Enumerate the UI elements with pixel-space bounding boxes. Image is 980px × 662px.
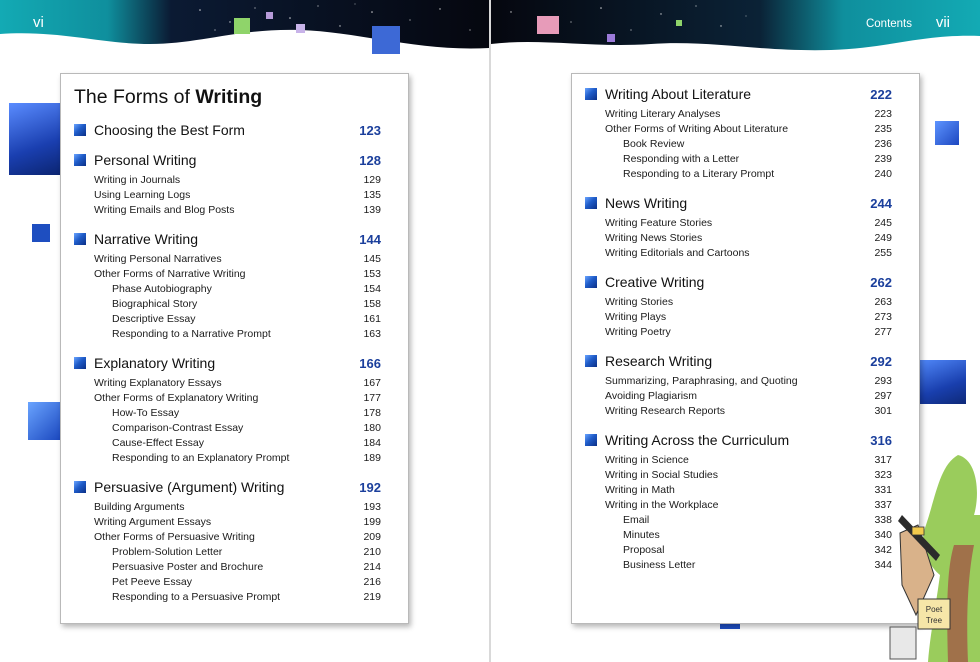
toc-entry-label: Writing in Science xyxy=(605,454,689,466)
toc-entry-label: Business Letter xyxy=(623,559,696,571)
toc-entry-page: 317 xyxy=(874,454,892,466)
toc-entry-label: Other Forms of Writing About Literature xyxy=(605,123,789,135)
toc-entry-label: Writing Poetry xyxy=(605,326,671,338)
toc-entry-label: Writing Stories xyxy=(605,296,674,308)
section-title: Personal Writing xyxy=(94,152,197,168)
section-page-number: 128 xyxy=(359,152,381,168)
section-page-number: 316 xyxy=(870,432,892,448)
section-heading[interactable] xyxy=(74,354,381,372)
poet-tree-sign-line2: Tree xyxy=(925,616,943,625)
toc-entry[interactable] xyxy=(585,558,892,573)
blue-square-bullet-icon xyxy=(74,481,86,493)
toc-entry-page: 139 xyxy=(363,204,381,216)
blue-square-bullet-icon xyxy=(74,233,86,245)
section-title: Writing About Literature xyxy=(605,86,752,102)
toc-entry[interactable] xyxy=(74,376,381,391)
poet-tree-illustration xyxy=(888,455,980,662)
toc-section xyxy=(74,478,381,605)
toc-entry-label: Writing Argument Essays xyxy=(94,516,212,528)
toc-entry[interactable] xyxy=(585,404,892,419)
toc-entry-page: 263 xyxy=(874,296,892,308)
toc-entry-label: Phase Autobiography xyxy=(112,283,212,295)
toc-entry-label: Minutes xyxy=(623,529,660,541)
toc-entry-page: 177 xyxy=(363,392,381,404)
toc-entry[interactable] xyxy=(585,246,892,261)
toc-entry-page: 163 xyxy=(363,328,381,340)
toc-entry-page: 129 xyxy=(363,174,381,186)
toc-entry-page: 158 xyxy=(363,298,381,310)
toc-entry-page: 189 xyxy=(363,452,381,464)
toc-entry-page: 236 xyxy=(874,138,892,150)
toc-entry-page: 344 xyxy=(874,559,892,571)
toc-section xyxy=(74,151,381,218)
toc-entry-page: 277 xyxy=(874,326,892,338)
toc-entry[interactable] xyxy=(74,406,381,421)
toc-section xyxy=(585,431,892,573)
toc-entry[interactable] xyxy=(585,107,892,122)
toc-entry-label: Writing Feature Stories xyxy=(605,217,713,229)
toc-entry[interactable] xyxy=(585,513,892,528)
running-head-contents: Contents xyxy=(865,18,912,30)
toc-entry[interactable] xyxy=(585,152,892,167)
toc-entry-label: Cause-Effect Essay xyxy=(112,437,205,449)
section-page-number: 244 xyxy=(870,195,892,211)
section-page-number: 192 xyxy=(359,479,381,495)
toc-entry-label: Writing in Social Studies xyxy=(605,469,719,481)
toc-entry[interactable] xyxy=(74,297,381,312)
toc-entry[interactable] xyxy=(74,451,381,466)
toc-entry-page: 154 xyxy=(363,283,381,295)
toc-entry-list xyxy=(585,216,892,261)
section-title: Research Writing xyxy=(605,353,713,369)
left-contents-card xyxy=(60,73,409,624)
toc-entry-label: Using Learning Logs xyxy=(94,189,191,201)
section-title: Explanatory Writing xyxy=(94,355,216,371)
toc-entry-label: Responding with a Letter xyxy=(623,153,740,165)
toc-entry[interactable] xyxy=(585,453,892,468)
toc-entry[interactable] xyxy=(585,543,892,558)
toc-entry-page: 245 xyxy=(874,217,892,229)
toc-section xyxy=(585,85,892,182)
toc-entry-page: 255 xyxy=(874,247,892,259)
section-page-number: 144 xyxy=(359,231,381,247)
blue-square-bullet-icon xyxy=(74,124,86,136)
toc-entry-page: 223 xyxy=(874,108,892,120)
toc-entry[interactable] xyxy=(74,421,381,436)
toc-entry-page: 337 xyxy=(874,499,892,511)
toc-entry[interactable] xyxy=(74,267,381,282)
toc-entry[interactable] xyxy=(585,498,892,513)
toc-entry-list xyxy=(74,173,381,218)
toc-entry-page: 135 xyxy=(363,189,381,201)
toc-entry-label: Other Forms of Narrative Writing xyxy=(94,268,246,280)
toc-entry-page: 331 xyxy=(874,484,892,496)
toc-entry[interactable] xyxy=(585,137,892,152)
section-title: Narrative Writing xyxy=(94,231,198,247)
toc-entry-label: Writing Personal Narratives xyxy=(94,253,222,265)
toc-entry-page: 235 xyxy=(874,123,892,135)
toc-entry-label: Proposal xyxy=(623,544,665,556)
toc-entry-label: Comparison-Contrast Essay xyxy=(112,422,244,434)
section-page-number: 123 xyxy=(359,122,381,138)
toc-entry[interactable] xyxy=(74,530,381,545)
section-heading[interactable] xyxy=(585,85,892,103)
section-title: News Writing xyxy=(605,195,688,211)
toc-entry[interactable] xyxy=(585,389,892,404)
section-heading[interactable] xyxy=(74,151,381,169)
section-page-number: 166 xyxy=(359,355,381,371)
toc-entry-label: Writing Emails and Blog Posts xyxy=(94,204,235,216)
toc-entry-list xyxy=(74,376,381,466)
section-title: Persuasive (Argument) Writing xyxy=(94,479,285,495)
toc-entry[interactable] xyxy=(74,515,381,530)
section-heading[interactable] xyxy=(585,431,892,449)
toc-entry-page: 180 xyxy=(363,422,381,434)
toc-entry-page: 249 xyxy=(874,232,892,244)
toc-entry[interactable] xyxy=(585,216,892,231)
left-header-banner xyxy=(0,0,489,62)
toc-entry-page: 209 xyxy=(363,531,381,543)
toc-entry[interactable] xyxy=(74,327,381,342)
toc-entry-label: Writing in Journals xyxy=(94,174,181,186)
toc-entry-page: 240 xyxy=(874,168,892,180)
toc-entry-label: Responding to a Persuasive Prompt xyxy=(112,591,281,603)
toc-entry[interactable] xyxy=(74,575,381,590)
section-page-number: 222 xyxy=(870,86,892,102)
toc-entry[interactable] xyxy=(585,325,892,340)
toc-entry-label: Responding to a Literary Prompt xyxy=(623,168,775,180)
toc-entry-label: Pet Peeve Essay xyxy=(112,576,192,588)
blue-square-bullet-icon xyxy=(585,355,597,367)
toc-entry-label: Responding to an Explanatory Prompt xyxy=(112,452,290,464)
toc-entry[interactable] xyxy=(74,282,381,297)
blue-square-bullet-icon xyxy=(74,154,86,166)
toc-entry-page: 301 xyxy=(874,405,892,417)
section-title: Writing Across the Curriculum xyxy=(605,432,790,448)
unit-title: The Forms of Writing xyxy=(74,86,263,108)
toc-section xyxy=(585,352,892,419)
toc-section xyxy=(74,230,381,342)
toc-entry[interactable] xyxy=(74,500,381,515)
toc-entry-label: Other Forms of Explanatory Writing xyxy=(94,392,259,404)
toc-entry-list xyxy=(585,295,892,340)
toc-entry-page: 293 xyxy=(874,375,892,387)
section-heading[interactable] xyxy=(585,352,892,370)
toc-entry-label: Writing in Math xyxy=(605,484,675,496)
toc-entry-page: 338 xyxy=(874,514,892,526)
toc-entry-list xyxy=(585,107,892,182)
toc-entry-page: 273 xyxy=(874,311,892,323)
toc-entry-label: Other Forms of Persuasive Writing xyxy=(94,531,255,543)
right-contents-card xyxy=(571,73,920,624)
toc-entry-page: 184 xyxy=(363,437,381,449)
decorative-square xyxy=(920,360,966,404)
toc-entry-page: 216 xyxy=(363,576,381,588)
toc-entry[interactable] xyxy=(585,468,892,483)
toc-entry-page: 323 xyxy=(874,469,892,481)
blue-square-bullet-icon xyxy=(585,276,597,288)
blue-square-bullet-icon xyxy=(585,88,597,100)
toc-entry-label: Book Review xyxy=(623,138,685,150)
section-heading[interactable] xyxy=(585,194,892,212)
decorative-square xyxy=(9,103,61,175)
toc-entry-label: Writing Research Reports xyxy=(605,405,726,417)
toc-entry-label: Writing News Stories xyxy=(605,232,703,244)
section-heading[interactable] xyxy=(74,121,381,139)
toc-entry-page: 210 xyxy=(363,546,381,558)
section-page-number: 292 xyxy=(870,353,892,369)
toc-entry-list xyxy=(74,252,381,342)
toc-entry[interactable] xyxy=(74,560,381,575)
right-header-banner xyxy=(491,0,980,62)
left-folio: vi xyxy=(33,14,44,31)
toc-entry-label: Writing Literary Analyses xyxy=(605,108,721,120)
gutter-divider xyxy=(489,0,491,662)
toc-entry-page: 145 xyxy=(363,253,381,265)
toc-entry-page: 178 xyxy=(363,407,381,419)
section-page-number: 262 xyxy=(870,274,892,290)
toc-entry[interactable] xyxy=(74,312,381,327)
decorative-square xyxy=(28,402,60,440)
toc-entry-label: Persuasive Poster and Brochure xyxy=(112,561,264,573)
toc-entry-label: Email xyxy=(623,514,650,526)
toc-entry-label: Problem-Solution Letter xyxy=(112,546,223,558)
toc-entry[interactable] xyxy=(74,545,381,560)
toc-entry-page: 214 xyxy=(363,561,381,573)
toc-entry[interactable] xyxy=(74,173,381,188)
section-heading[interactable] xyxy=(74,478,381,496)
blue-square-bullet-icon xyxy=(585,197,597,209)
decorative-square xyxy=(32,224,50,242)
toc-entry-page: 193 xyxy=(363,501,381,513)
toc-entry[interactable] xyxy=(585,167,892,182)
toc-entry-label: Descriptive Essay xyxy=(112,313,196,325)
toc-entry-page: 297 xyxy=(874,390,892,402)
toc-entry[interactable] xyxy=(74,590,381,605)
toc-entry-page: 239 xyxy=(874,153,892,165)
right-folio: vii xyxy=(935,14,950,31)
toc-section xyxy=(585,273,892,340)
toc-entry[interactable] xyxy=(585,295,892,310)
toc-entry[interactable] xyxy=(74,252,381,267)
toc-entry-list xyxy=(74,500,381,605)
toc-entry-label: Biographical Story xyxy=(112,298,198,310)
toc-section xyxy=(585,194,892,261)
section-title: Choosing the Best Form xyxy=(94,122,245,138)
toc-entry-list xyxy=(585,374,892,419)
section-heading[interactable] xyxy=(585,273,892,291)
toc-entry[interactable] xyxy=(74,203,381,218)
toc-entry-page: 219 xyxy=(363,591,381,603)
toc-entry[interactable] xyxy=(74,188,381,203)
toc-entry[interactable] xyxy=(74,436,381,451)
toc-entry[interactable] xyxy=(74,391,381,406)
poet-tree-sign-line1: Poet xyxy=(925,605,943,614)
toc-entry[interactable] xyxy=(585,310,892,325)
toc-entry-label: Building Arguments xyxy=(94,501,185,513)
toc-entry-label: Writing in the Workplace xyxy=(605,499,719,511)
toc-entry-label: Writing Plays xyxy=(605,311,667,323)
toc-entry-label: How-To Essay xyxy=(112,407,180,419)
toc-entry[interactable] xyxy=(585,483,892,498)
section-title: Creative Writing xyxy=(605,274,705,290)
toc-section xyxy=(74,354,381,466)
toc-entry[interactable] xyxy=(585,528,892,543)
blue-square-bullet-icon xyxy=(74,357,86,369)
decorative-square xyxy=(935,121,959,145)
blue-square-bullet-icon xyxy=(585,434,597,446)
toc-entry-label: Summarizing, Paraphrasing, and Quoting xyxy=(605,375,798,387)
toc-entry-page: 167 xyxy=(363,377,381,389)
toc-entry[interactable] xyxy=(585,374,892,389)
toc-entry[interactable] xyxy=(585,231,892,246)
toc-entry-label: Writing Explanatory Essays xyxy=(94,377,222,389)
toc-entry-label: Avoiding Plagiarism xyxy=(605,390,698,402)
toc-entry-page: 199 xyxy=(363,516,381,528)
section-heading[interactable] xyxy=(74,230,381,248)
toc-entry-page: 340 xyxy=(874,529,892,541)
toc-section xyxy=(74,121,381,139)
toc-entry-label: Writing Editorials and Cartoons xyxy=(605,247,750,259)
toc-entry-page: 153 xyxy=(363,268,381,280)
toc-entry-list xyxy=(585,453,892,573)
toc-entry-page: 161 xyxy=(363,313,381,325)
toc-entry-page: 342 xyxy=(874,544,892,556)
toc-entry-label: Responding to a Narrative Prompt xyxy=(112,328,271,340)
toc-entry[interactable] xyxy=(585,122,892,137)
